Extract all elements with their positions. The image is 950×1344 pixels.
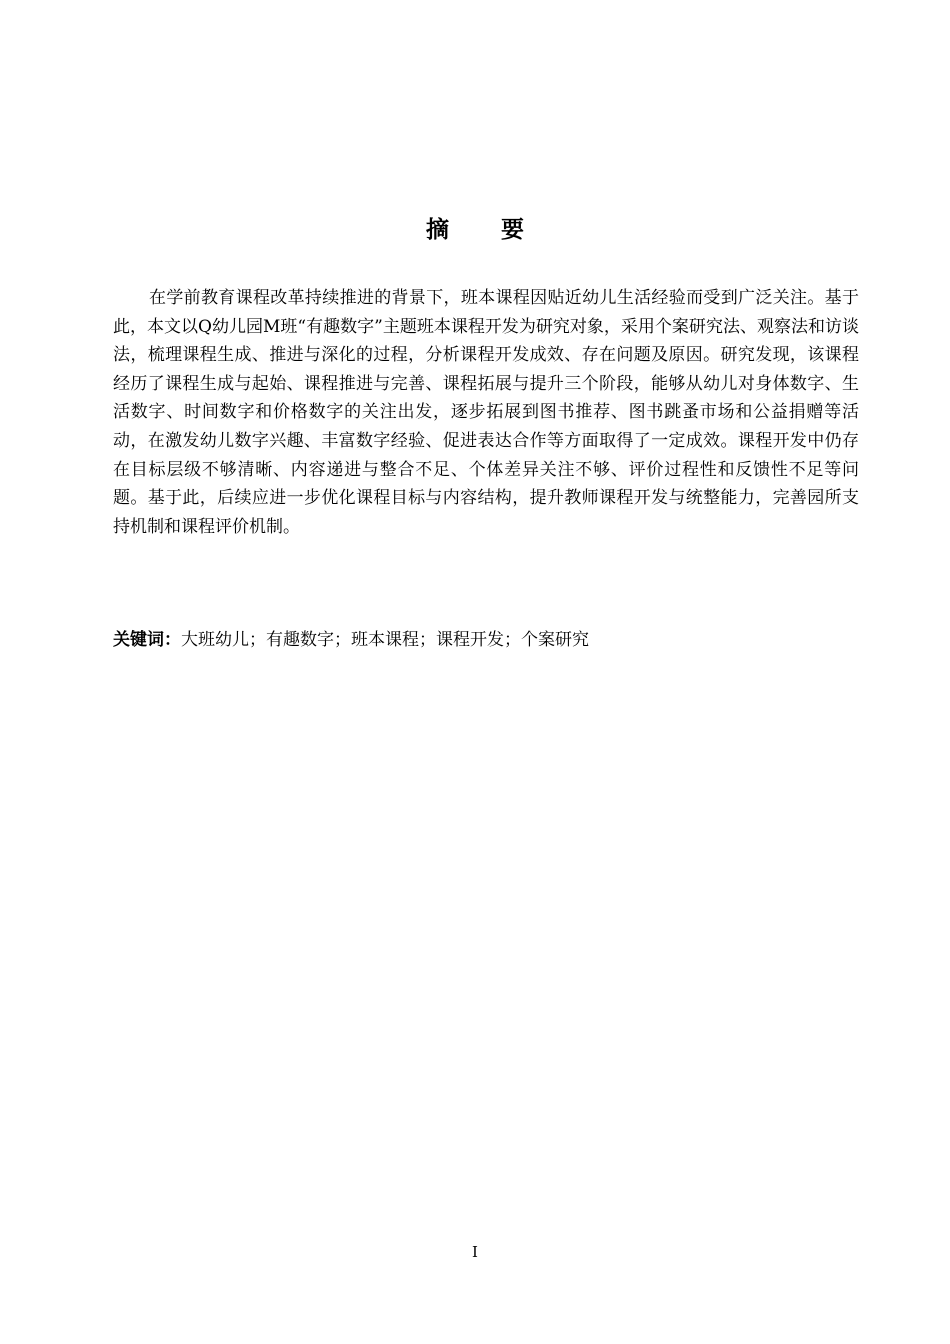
abstract-title: 摘要 <box>426 217 576 243</box>
keywords-list: 大班幼儿；有趣数字；班本课程；课程开发；个案研究 <box>181 630 589 650</box>
keywords-line <box>113 626 859 654</box>
page-number: I <box>472 1243 478 1261</box>
abstract-body: 在学前教育课程改革持续推进的背景下，班本课程因贴近幼儿生活经验而受到广泛关注。基于此，本文以Q幼儿园M班“有趣数字”主题班本课程开发为研究对象，采用个案研究法、观察法和访谈法，梳理课程生成、推进与深化的过程，分析课程开发成效、存在问题及原因。研究发现，该课程经历了课程生成与起始、课程推进与完善、课程拓展与提升三个阶段，能够从幼儿对身体数字、生活数字、时间数字和价格数字的关注出发，逐步拓展到图书推荐、图书跳蚤市场和公益捐赠等活动，在激发幼儿数字兴趣、丰富数字经验、促进表达合作等方面取得了一定成效。课程开发中仍存在目标层级不够清晰、内容递进与整合不足、个体差异关注不够、评价过程性和反馈性不足等问题。基于此，后续应进一步优化课程目标与内容结构，提升教师课程开发与统整能力，完善园所支持机制和课程评价机制。 <box>113 288 859 537</box>
keywords-label: 关键词： <box>113 630 181 650</box>
